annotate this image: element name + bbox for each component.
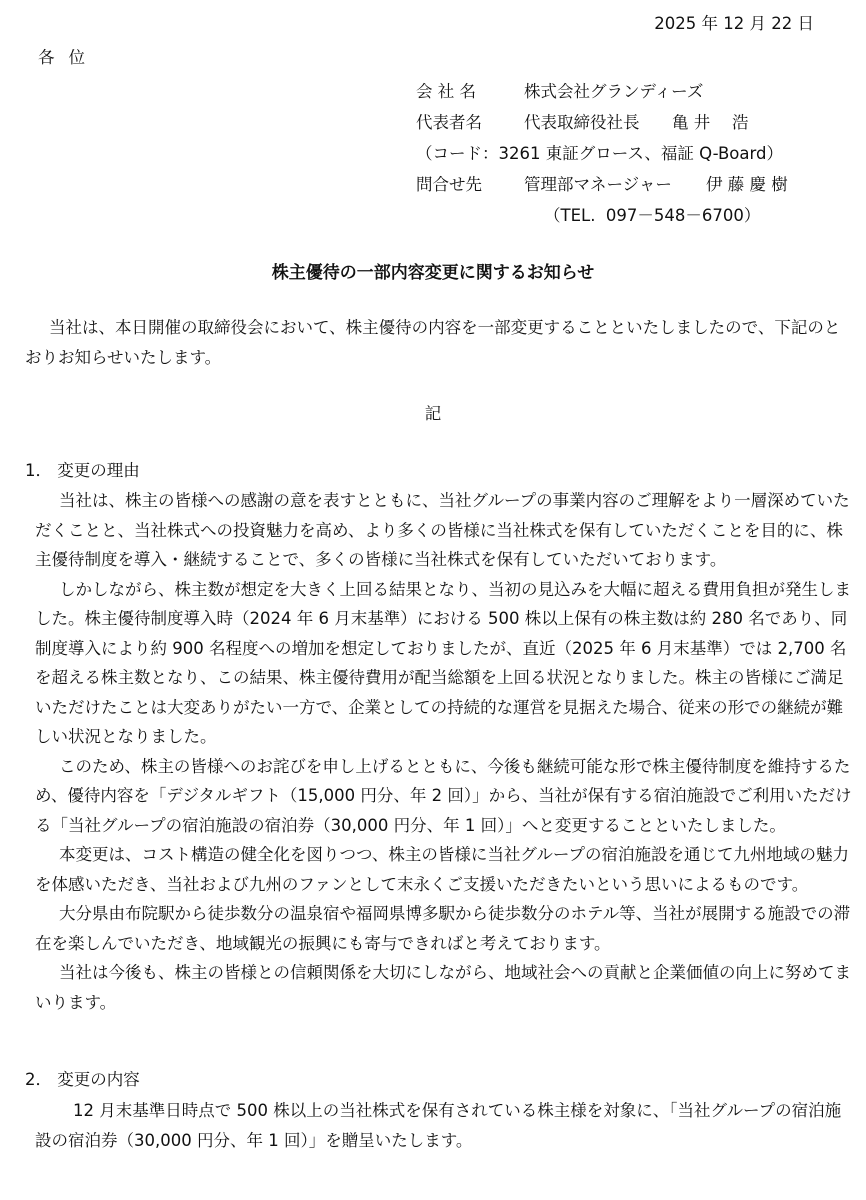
contact-row (416, 169, 788, 200)
telephone: （TEL. 097－548－6700） (544, 206, 761, 225)
contact-title: 管理部マネージャー (524, 175, 672, 194)
ki-mark: 記 (424, 404, 442, 423)
company-name: 株式会社グランディーズ (524, 82, 704, 101)
section-1-paragraph: 当社は今後も、株主の皆様との信頼関係を大切にしながら、地域社会への貢献と企業価値の向上に努めてまいります。 (35, 963, 851, 1012)
tel-row (416, 200, 788, 231)
stock-code: （コード：3261 東証グロース、福証 Q-Board） (416, 144, 783, 163)
section-1-paragraph: 大分県由布院駅から徒歩数分の温泉宿や福岡県博多駅から徒歩数分のホテル等、当社が展開する施設での滞在を楽しんでいただき、地域観光の振興にも寄与できればと考えております。 (35, 904, 851, 953)
section-2-body (35, 1096, 852, 1155)
stock-code-row (416, 138, 788, 169)
section-1-paragraph: しかしながら、株主数が想定を大きく上回る結果となり、当初の見込みを大幅に超える費用負担が発生しました。株主優待制度導入時（2024 年 6 月末基準）における 500 株以上保有の株主数は約 280 名であり、同制度導入により約 900 名程度への増加を想定しておりましたが、直近（2025 年 6 月末基準）では 2,700 名を超える株主数となり、この結果、株主優待費用が配当総額を上回る状況となりました。株主の皆様にご満足いただけたことは大変ありがたい一方で、企業としての持続的な運営を見据えた場合、従来の形での継続が難しい状況となりました。 (35, 579, 851, 746)
sender-block (416, 76, 788, 231)
section-1-paragraph: 当社は、株主の皆様への感謝の意を表すとともに、当社グループの事業内容のご理解をより一層深めていただくことと、当社株式への投資魅力を高め、より多くの皆様に当社株式を保有していただくことを目的に、株主優待制度を導入・継続することで、多くの皆様に当社株式を保有していただいております。 (35, 491, 850, 569)
representative-row (416, 107, 788, 138)
intro-paragraph (25, 313, 846, 373)
representative-title: 代表取締役社長 (524, 113, 640, 132)
section-2-heading: 2． 変更の内容 (25, 1070, 140, 1089)
section-1-body (35, 486, 852, 1017)
company-row (416, 76, 788, 107)
section-1-paragraph: このため、株主の皆様へのお詫びを申し上げるとともに、今後も継続可能な形で株主優待制度を維持するため、優待内容を「デジタルギフト（15,000 円分、年 2 回）」から、当社が保有する宿泊施設でご利用いただける「当社グループの宿泊施設の宿泊券（30,000 円分、年 1 回）」へと変更することといたしました。 (35, 756, 852, 835)
document-date: 2025 年 12 月 22 日 (654, 14, 814, 33)
section-2-paragraph: 12 月末基準日時点で 500 株以上の当社株式を保有されている株主様を対象に、「当社グループの宿泊施設の宿泊券（30,000 円分、年 1 回）」を贈呈いたします。 (35, 1101, 842, 1150)
company-label: 会 社 名 (416, 82, 476, 101)
contact-name: 伊 藤 慶 樹 (706, 175, 788, 194)
representative-label: 代表者名 (416, 113, 482, 132)
section-1-paragraph: 本変更は、コスト構造の健全化を図りつつ、株主の皆様に当社グループの宿泊施設を通じて九州地域の魅力を体感いただき、当社および九州のファンとして末永くご支援いただきたいという思いによるものです。 (35, 845, 850, 894)
section-1-heading: 1． 変更の理由 (25, 461, 140, 480)
intro-text: 当社は、本日開催の取締役会において、株主優待の内容を一部変更することといたしましたので、下記のとおりお知らせいたします。 (25, 318, 841, 367)
addressee: 各位 (38, 48, 99, 67)
representative-name: 亀 井 浩 (672, 113, 749, 132)
contact-label: 問合せ先 (416, 175, 482, 194)
document-title: 株主優待の一部内容変更に関するお知らせ (271, 263, 595, 283)
